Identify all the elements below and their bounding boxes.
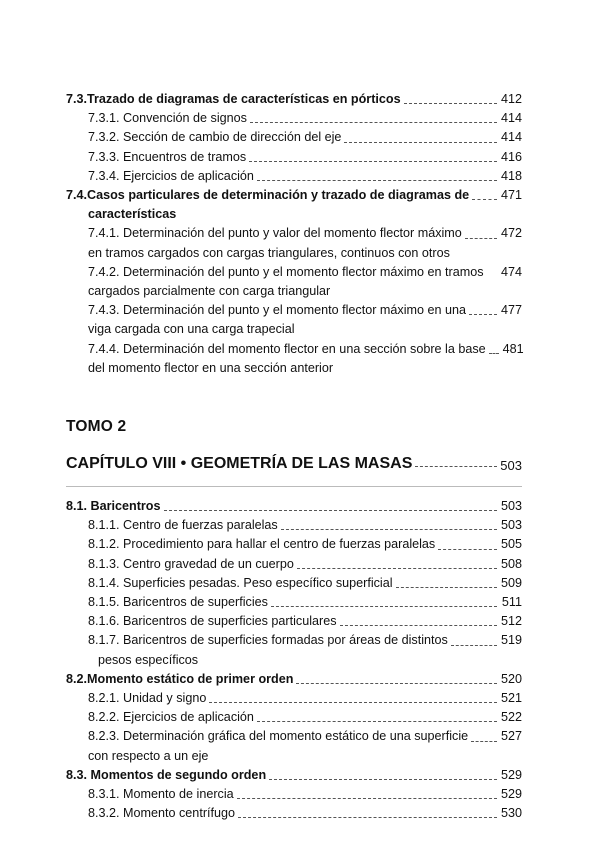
toc-entry-8-3-1: [66, 785, 522, 804]
entry-title: Baricentros de superficies: [123, 595, 268, 610]
toc-entry-7-4: [66, 186, 522, 224]
entry-title: Procedimiento para hallar el centro de fuerzas paralelas: [123, 537, 436, 552]
entry-page-number: 511: [501, 595, 522, 610]
toc-entry-8-1-2: [66, 535, 522, 554]
toc-entry-8-2-1: [66, 689, 522, 708]
dot-leader: [415, 466, 497, 467]
entry-title: Baricentros: [90, 499, 161, 513]
entry-title: Unidad y signo: [123, 691, 207, 706]
entry-number: 7.3.2.: [88, 130, 120, 145]
entry-page-number: 503: [500, 499, 522, 513]
entry-title: Ejercicios de aplicación: [123, 168, 254, 183]
dot-leader: [250, 122, 497, 123]
dot-leader: [487, 276, 498, 277]
toc-entry-7-3-1: [66, 109, 522, 128]
entry-title-line-1: Determinación del momento flector en una sección sobre la base: [123, 341, 486, 356]
entry-number: 8.2.2.: [88, 710, 120, 725]
entry-page-number: 412: [500, 92, 522, 106]
dot-leader: [257, 721, 497, 722]
entry-number: 7.3.: [66, 92, 88, 106]
entry-number: 8.2.1.: [88, 691, 120, 706]
entry-page-number: 527: [500, 729, 522, 744]
toc-entry-7-3-3: [66, 148, 522, 167]
dot-leader: [472, 199, 497, 200]
entry-page-number: 481: [502, 341, 524, 356]
toc-entry-7-4-2: [66, 263, 522, 301]
entry-number: 7.3.4.: [88, 168, 120, 183]
dot-leader: [271, 606, 497, 607]
entry-title-line-2: cargados parcialmente con carga triangular: [88, 284, 331, 299]
entry-number: 7.4.3.: [88, 303, 120, 318]
toc-entry-7-4-1: [66, 224, 522, 262]
entry-title: Momento centrífugo: [123, 806, 236, 821]
entry-page-number: 521: [500, 691, 522, 706]
toc-entry-8-1-5: [66, 593, 522, 612]
toc-block-chapter-7: [66, 90, 522, 378]
entry-title-line-1: Baricentros de superficies formadas por áreas de distintos: [123, 633, 448, 648]
entry-title-line-2: con respecto a un eje: [88, 748, 209, 763]
entry-title-line-1: Determinación gráfica del momento estático de una superficie: [123, 729, 469, 744]
entry-number: 8.1.3.: [88, 556, 120, 571]
toc-entry-8-2-3: [66, 727, 522, 765]
dot-leader: [296, 683, 497, 684]
dot-leader: [340, 625, 497, 626]
entry-number: 7.3.3.: [88, 149, 120, 164]
dot-leader: [469, 314, 497, 315]
entry-title: Superficies pesadas. Peso específico superficial: [123, 575, 393, 590]
entry-number: 8.1.2.: [88, 537, 120, 552]
toc-entry-8-3-2: [66, 804, 522, 823]
entry-page-number: 471: [500, 188, 522, 203]
dot-leader: [404, 103, 497, 104]
chapter-divider: [66, 486, 522, 487]
entry-title-line-2: viga cargada con una carga trapecial: [88, 322, 295, 337]
toc-entry-8-3: [66, 766, 522, 785]
entry-page-number: 508: [500, 556, 522, 571]
entry-page-number: 505: [500, 537, 522, 552]
toc-entry-8-2-2: [66, 708, 522, 727]
entry-title: Baricentros de superficies particulares: [123, 614, 337, 629]
entry-number: 8.2.: [66, 671, 88, 686]
toc-entry-8-1-1: [66, 516, 522, 535]
toc-entry-8-1-4: [66, 574, 522, 593]
entry-page-number: 477: [500, 303, 522, 318]
entry-page-number: 503: [500, 518, 522, 533]
dot-leader: [281, 529, 497, 530]
entry-title: Sección de cambio de dirección del eje: [123, 130, 342, 145]
entry-number: 7.4.2.: [88, 264, 120, 279]
toc-entry-8-2: [66, 670, 522, 689]
toc-block-chapter-8: [66, 497, 522, 823]
entry-title: Momentos de segundo orden: [90, 767, 267, 782]
toc-entry-8-1-3: [66, 555, 522, 574]
entry-page-number: 509: [500, 575, 522, 590]
entry-title-line-2: características: [88, 207, 177, 222]
toc-entry-7-4-4: [66, 340, 522, 378]
entry-number: 8.1.1.: [88, 518, 120, 533]
dot-leader: [471, 741, 497, 742]
entry-page-number: 512: [500, 614, 522, 629]
entry-title-line-1: Casos particulares de determinación y trazado de diagramas de: [87, 188, 470, 203]
entry-title-line-1: Determinación del punto y valor del momento flector máximo: [123, 226, 462, 241]
entry-page-number: 418: [500, 168, 522, 183]
entry-page-number: 530: [500, 806, 522, 821]
chapter-title: CAPÍTULO VIII • GEOMETRÍA DE LAS MASAS: [66, 455, 413, 472]
entry-number: 8.1.4.: [88, 575, 120, 590]
toc-entry-7-4-3: [66, 301, 522, 339]
dot-leader: [237, 798, 497, 799]
entry-page-number: 414: [500, 111, 522, 126]
chapter-heading: [66, 455, 522, 473]
dot-leader: [209, 702, 497, 703]
entry-number: 7.3.1.: [88, 111, 120, 126]
entry-page-number: 520: [500, 671, 522, 686]
entry-title: Ejercicios de aplicación: [123, 710, 254, 725]
entry-title-line-1: Determinación del punto y el momento flector máximo en una: [123, 303, 467, 318]
entry-number: 8.1.6.: [88, 614, 120, 629]
dot-leader: [297, 568, 497, 569]
entry-title: Centro gravedad de un cuerpo: [123, 556, 294, 571]
entry-title: Momento de inercia: [123, 787, 234, 802]
entry-number: 8.1.: [66, 499, 88, 513]
entry-title: Trazado de diagramas de características en pórticos: [87, 92, 401, 106]
entry-page-number: 416: [500, 149, 522, 164]
dot-leader: [257, 180, 497, 181]
toc-entry-8-1-6: [66, 612, 522, 631]
entry-number: 8.1.5.: [88, 595, 120, 610]
entry-title-line-2: pesos específicos: [98, 652, 199, 667]
entry-title-line-2: en tramos cargados con cargas triangulares, continuos con otros: [88, 245, 450, 260]
entry-number: 8.3.1.: [88, 787, 120, 802]
entry-page-number: 529: [500, 787, 522, 802]
dot-leader: [164, 510, 497, 511]
dot-leader: [238, 817, 497, 818]
entry-number: 8.2.3.: [88, 729, 120, 744]
entry-title: Encuentros de tramos: [123, 149, 247, 164]
entry-page-number: 529: [500, 767, 522, 782]
dot-leader: [344, 142, 497, 143]
entry-title: Momento estático de primer orden: [87, 671, 294, 686]
entry-number: 8.3.: [66, 767, 88, 782]
dot-leader: [451, 645, 497, 646]
dot-leader: [396, 587, 497, 588]
entry-number: 8.1.7.: [88, 633, 120, 648]
dot-leader: [465, 238, 497, 239]
entry-title-line-2: del momento flector en una sección anterior: [88, 360, 334, 375]
toc-entry-8-1-7: [66, 631, 522, 669]
entry-page-number: 474: [500, 264, 522, 279]
chapter-page-number: 503: [500, 458, 522, 473]
toc-entry-7-3-2: [66, 128, 522, 147]
dot-leader: [249, 161, 497, 162]
entry-page-number: 522: [500, 710, 522, 725]
volume-heading: TOMO 2: [66, 418, 127, 435]
entry-title: Convención de signos: [123, 111, 247, 126]
entry-title: Centro de fuerzas paralelas: [123, 518, 278, 533]
dot-leader: [489, 353, 499, 354]
toc-entry-7-3-4: [66, 167, 522, 186]
entry-number: 8.3.2.: [88, 806, 120, 821]
dot-leader: [269, 779, 497, 780]
entry-number: 7.4.1.: [88, 226, 120, 241]
toc-entry-7-3: [66, 90, 522, 109]
toc-entry-8-1: [66, 497, 522, 516]
entry-page-number: 519: [500, 633, 522, 648]
entry-page-number: 472: [500, 226, 522, 241]
dot-leader: [438, 549, 497, 550]
entry-title-line-1: Determinación del punto y el momento flector máximo en tramos: [123, 264, 484, 279]
entry-number: 7.4.: [66, 188, 88, 203]
entry-number: 7.4.4.: [88, 341, 120, 356]
entry-page-number: 414: [500, 130, 522, 145]
